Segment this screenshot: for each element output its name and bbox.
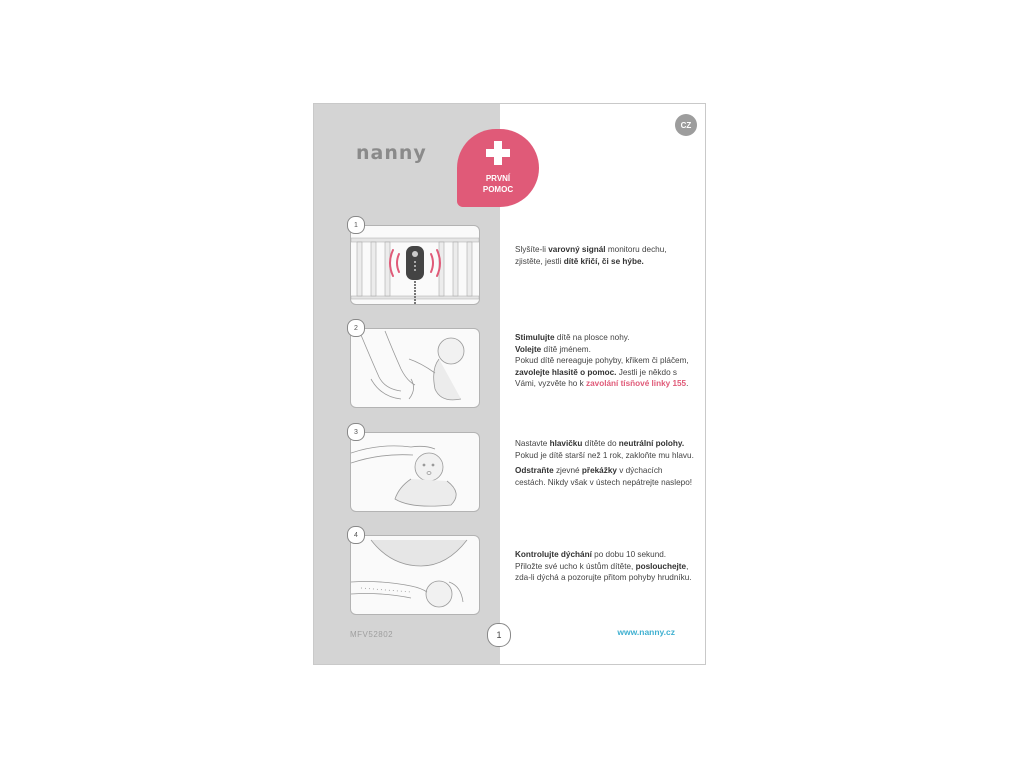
language-badge: CZ [675,114,697,136]
step-1-number: 1 [347,216,365,234]
step-1-text [515,244,695,271]
text-segment: Odstraňte [515,466,554,475]
step-3-number: 3 [347,423,365,441]
text-segment: dítě křičí, či se hýbe. [563,256,644,266]
text-segment: zavolejte hlasitě o pomoc. [515,367,617,377]
step-1-paragraph [515,244,695,267]
model-number: MFV52802 [350,630,394,639]
step-3-paragraph-2 [515,465,695,488]
text-segment: Volejte [515,344,542,354]
text-segment: Pokud je dítě starší než 1 rok, zakloňte mu hlavu. [515,450,694,460]
step-2-paragraph-1 [515,332,695,344]
text-segment: dítěte do [582,439,619,448]
step-3-illustration [350,428,480,512]
first-aid-label [457,173,539,195]
step-4-text [515,549,695,588]
text-segment: po dobu 10 sekund. Přiložte své ucho k ústům dítěte, [515,550,667,571]
text-segment: Nastavte [515,439,550,448]
website-link[interactable]: www.nanny.cz [617,627,675,637]
text-segment: Stimulujte [515,333,555,342]
crib-monitor-illustration [351,226,479,304]
first-aid-badge [457,129,539,207]
text-segment: dítě na plosce nohy. [554,333,630,342]
text-segment: . [686,379,689,388]
text-segment: hlavičku [549,439,583,448]
text-segment: monitoru dechu, zjistěte, jestli [515,245,667,266]
text-segment: Slyšíte-li [515,245,549,254]
head-position-illustration [351,433,479,511]
text-segment: Jestli je někdo s Vámi, vyzvěte ho k [515,367,677,388]
page-number: 1 [487,623,511,647]
step-2-paragraph-2 [515,344,695,356]
text-segment: varovný signál [548,245,606,254]
text-segment: Pokud dítě nereaguje pohyby, křikem či pláčem, [515,356,689,365]
step-2-number: 2 [347,319,365,337]
badge-line2: POMOC [482,185,514,194]
text-segment: , zda-li dýchá a pozorujte přitom pohyby hrudníku. [515,561,692,582]
step-3-text [515,438,695,492]
step-2-paragraph-3 [515,355,695,390]
text-segment: poslouchejte [635,561,687,571]
step-3-paragraph-1 [515,438,695,461]
step-4-paragraph [515,549,695,584]
check-breathing-illustration [351,536,479,614]
step-4-illustration [350,531,480,615]
text-segment: zjevné [553,466,582,475]
text-segment: zavolání tísňové linky 155 [586,379,687,388]
step-4-number: 4 [347,526,365,544]
badge-line1: PRVNÍ [485,174,511,183]
brand-logo: nanny [356,142,427,164]
stimulate-baby-illustration [351,329,479,407]
manual-page [313,103,706,665]
step-2-illustration [350,324,480,408]
text-segment: dítě jménem. [541,344,591,354]
text-segment: Kontrolujte dýchání [515,550,592,559]
first-aid-cross-icon [486,141,510,165]
text-segment: neutrální polohy. [618,439,685,448]
step-2-text [515,332,695,394]
text-segment: v dýchacích cestách. Nikdy však v ústech nepátrejte naslepo! [515,466,693,487]
step-1-illustration [350,221,480,305]
text-segment: překážky [581,466,617,475]
